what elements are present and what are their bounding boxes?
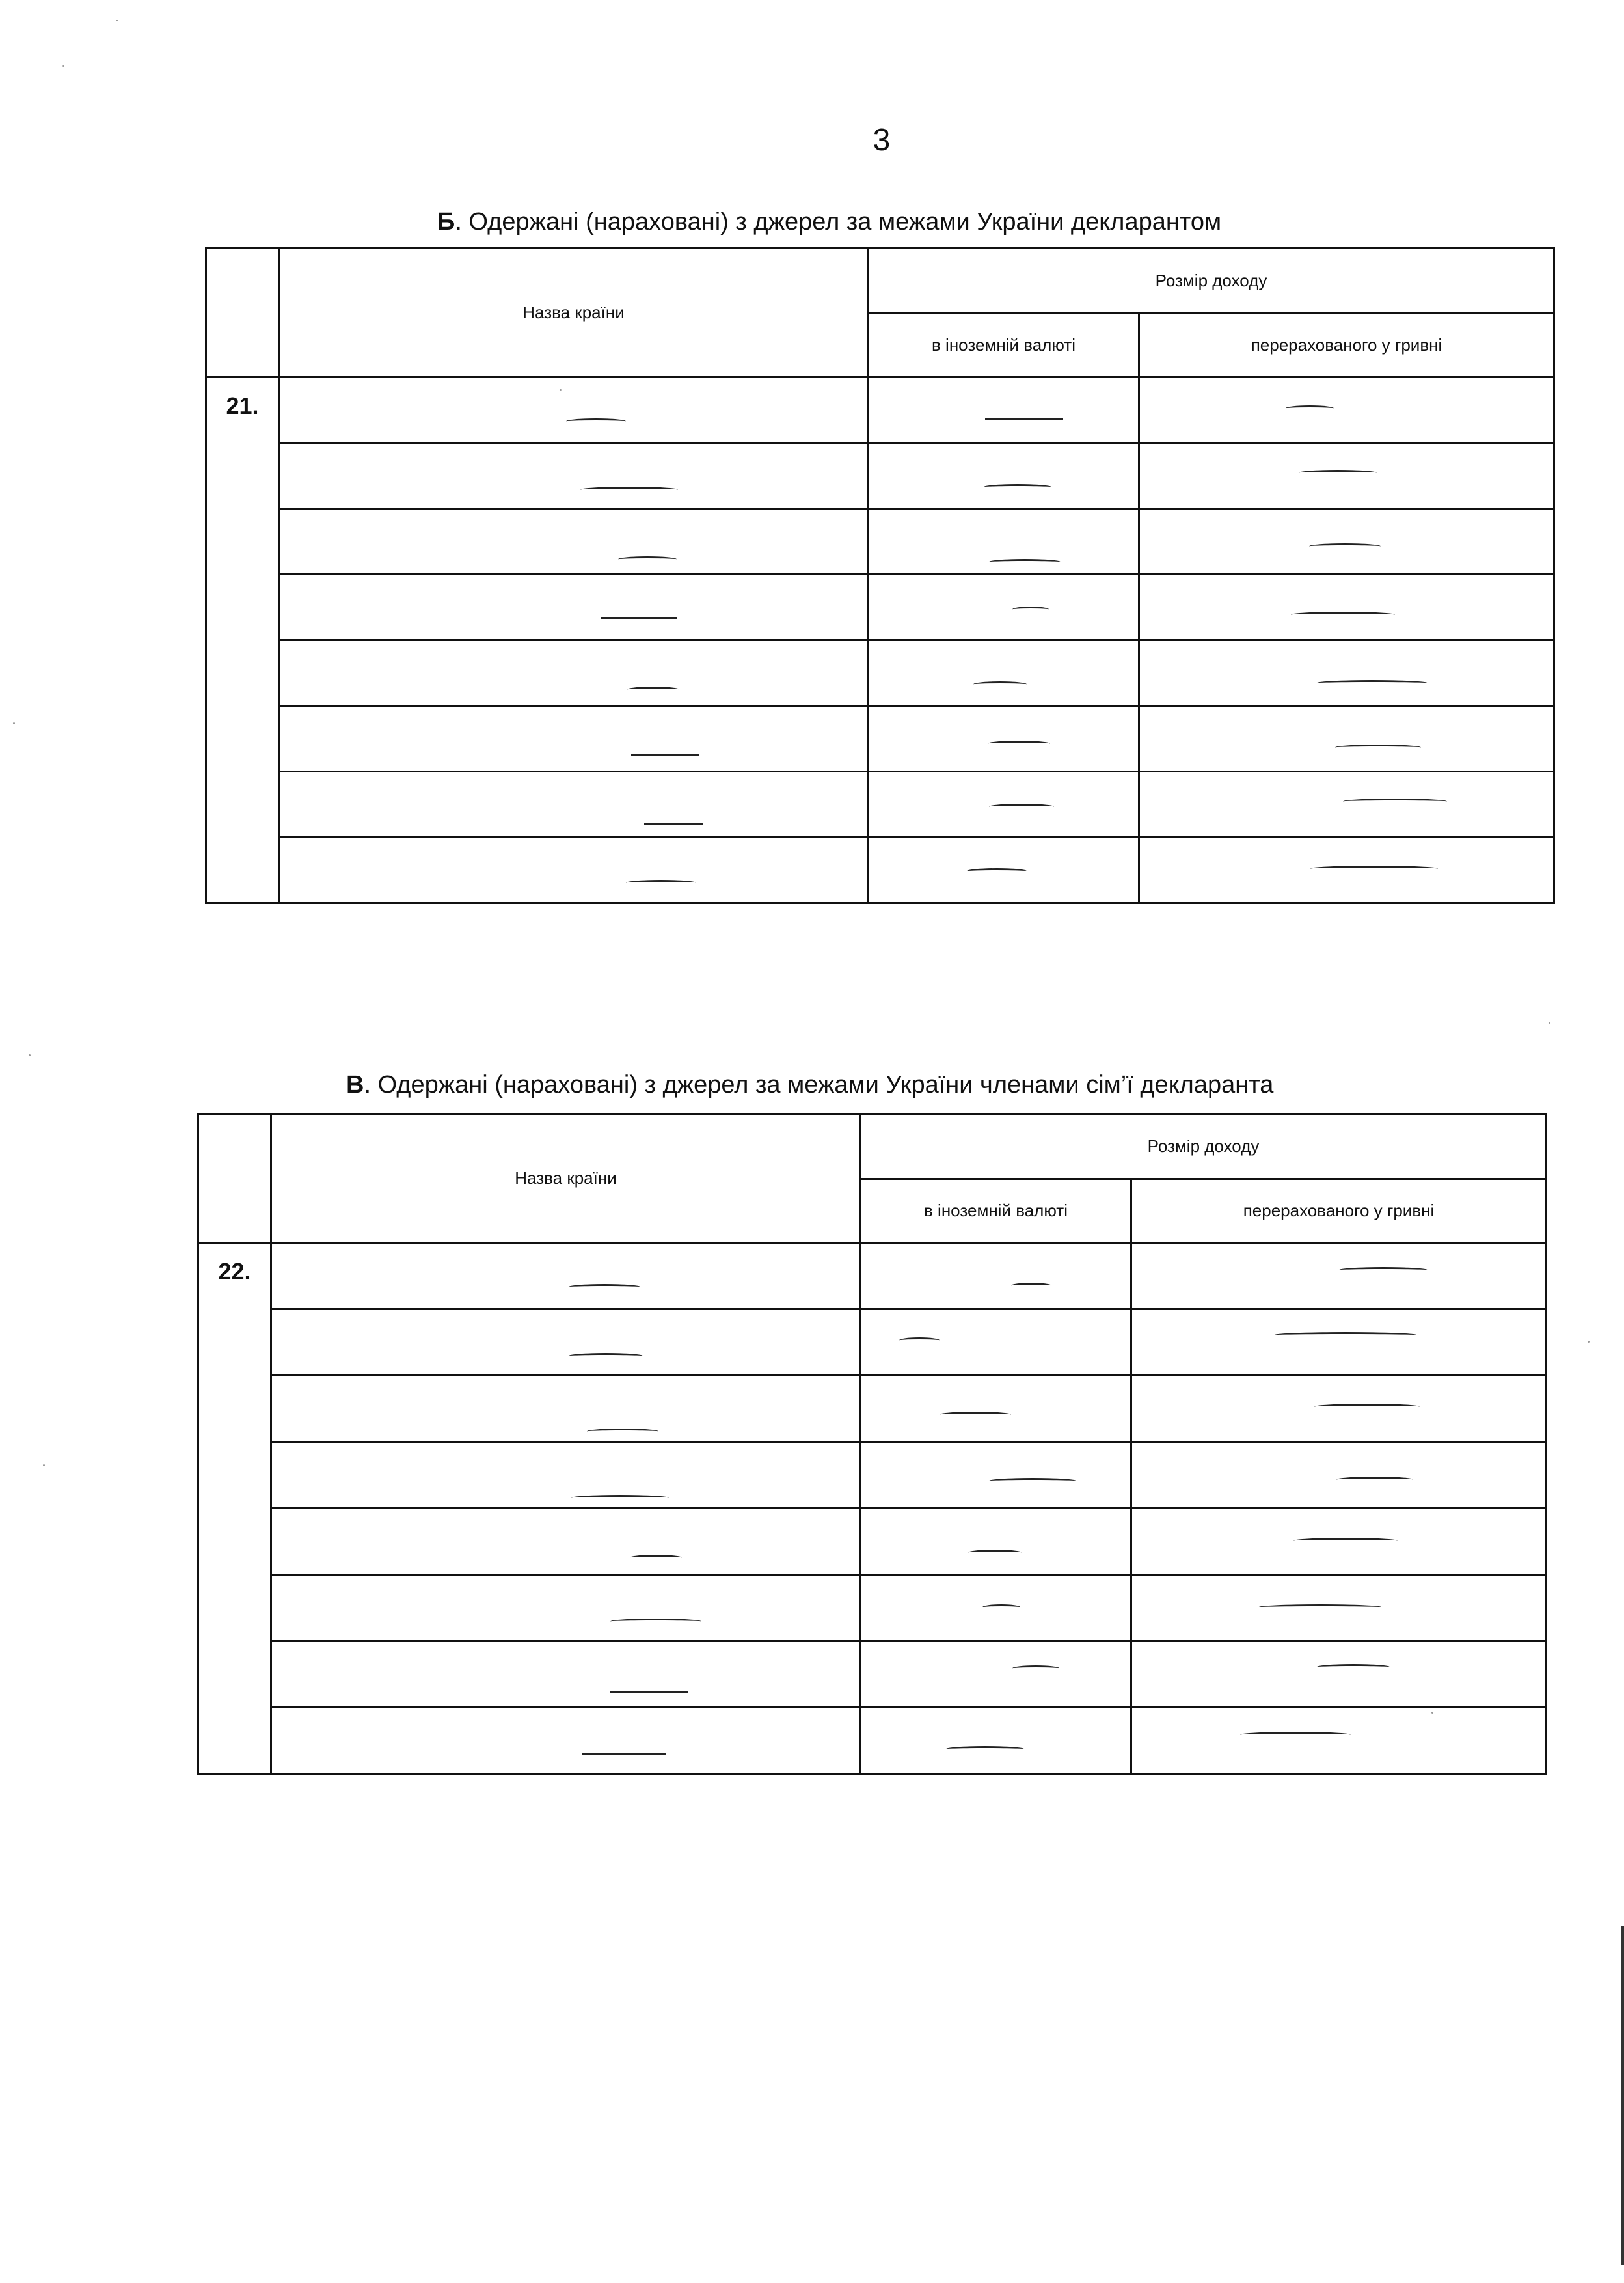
section-v-foreign-dash: [989, 1478, 1076, 1484]
section-v-uah-dash: [1314, 1404, 1420, 1410]
section-v-corner-cell: [198, 1114, 271, 1243]
section-b-country-dash: [601, 617, 677, 623]
scan-speck: [560, 389, 562, 391]
section-b-uah-cell: [1139, 575, 1554, 640]
section-v-country-dash: [582, 1753, 666, 1758]
section-v-country-cell: [271, 1641, 861, 1708]
section-b-foreign-dash: [989, 559, 1061, 565]
section-v-foreign-cell: [861, 1243, 1131, 1309]
section-b-foreign-dash: [988, 741, 1050, 746]
section-b-table: [205, 247, 1555, 904]
section-b-country-dash: [627, 687, 679, 692]
section-b-foreign-dash: [985, 418, 1063, 424]
section-v-foreign-cell: [861, 1641, 1131, 1708]
section-v-country-cell: [271, 1442, 861, 1509]
section-b-country-cell: [279, 443, 869, 509]
section-v-country-cell: [271, 1309, 861, 1376]
section-b-uah-cell: [1139, 443, 1554, 509]
section-v-uah-dash: [1336, 1477, 1413, 1483]
section-b-country-dash: [626, 880, 696, 886]
section-v-foreign-cell: [861, 1509, 1131, 1575]
section-b-title: [437, 210, 1221, 234]
section-v-country-cell: [271, 1376, 861, 1442]
section-v-uah-header: перерахованого у гривні: [1131, 1179, 1547, 1243]
scan-speck: [1549, 1022, 1550, 1024]
section-b-uah-header: перерахованого у гривні: [1139, 314, 1554, 377]
section-v-uah-dash: [1258, 1604, 1382, 1610]
scan-speck: [29, 1054, 31, 1056]
section-v-country-dash: [587, 1429, 658, 1434]
section-b-foreign-cell: [869, 575, 1139, 640]
section-b-foreign-cell: [869, 838, 1139, 903]
scan-speck: [1431, 1712, 1433, 1714]
section-b-uah-cell: [1139, 377, 1554, 443]
section-v-income-header: Розмір доходу: [861, 1114, 1547, 1179]
section-v-foreign-dash: [1011, 1283, 1051, 1289]
section-b-foreign-cell: [869, 443, 1139, 509]
section-b-uah-dash: [1291, 612, 1395, 618]
section-v-foreign-dash: [946, 1746, 1024, 1752]
section-b-country-dash: [580, 487, 678, 493]
section-b-country-dash: [631, 754, 699, 759]
section-b-foreign-dash: [984, 484, 1051, 490]
page-number: 3: [873, 123, 891, 157]
section-v-foreign-cell: [861, 1309, 1131, 1376]
section-v-foreign-dash: [1012, 1665, 1059, 1671]
section-v-table: [197, 1113, 1547, 1775]
section-v-foreign-dash: [940, 1412, 1011, 1417]
scan-speck: [13, 722, 15, 724]
section-v-uah-cell: [1131, 1442, 1547, 1509]
section-v-country-dash: [569, 1353, 643, 1359]
section-b-letter: Б: [437, 208, 455, 236]
section-v-uah-dash: [1293, 1538, 1398, 1544]
section-v-uah-cell: [1131, 1243, 1547, 1309]
section-v-country-cell: [271, 1575, 861, 1641]
section-b-foreign-cell: [869, 772, 1139, 838]
section-v-uah-cell: [1131, 1575, 1547, 1641]
section-b-uah-dash: [1299, 470, 1377, 476]
section-v-country-dash: [610, 1619, 701, 1624]
section-b-foreign-cell: [869, 706, 1139, 772]
section-v-country-cell: [271, 1509, 861, 1575]
section-b-title-text: . Одержані (нараховані) з джерел за межами України декларантом: [455, 208, 1222, 236]
section-v-foreign-dash: [899, 1337, 940, 1343]
section-v-foreign-currency-header: в іноземній валюті: [861, 1179, 1131, 1243]
section-v-country-dash: [571, 1495, 669, 1501]
section-v-row-number: 22.: [198, 1243, 271, 1774]
section-b-uah-dash: [1286, 405, 1334, 411]
section-b-country-dash: [566, 418, 626, 424]
section-b-uah-cell: [1139, 838, 1554, 903]
scan-edge-mark: [1621, 1926, 1624, 2265]
section-b-foreign-currency-header: в іноземній валюті: [869, 314, 1139, 377]
section-v-foreign-cell: [861, 1575, 1131, 1641]
section-b-foreign-cell: [869, 640, 1139, 706]
section-b-uah-dash: [1309, 543, 1381, 549]
section-b-uah-cell: [1139, 509, 1554, 575]
section-b-foreign-dash: [1012, 607, 1049, 612]
section-v-uah-cell: [1131, 1641, 1547, 1708]
section-b-uah-cell: [1139, 772, 1554, 838]
section-v-foreign-dash: [982, 1604, 1020, 1610]
section-b-foreign-dash: [967, 868, 1027, 874]
section-b-income-header: Розмір доходу: [869, 249, 1554, 314]
section-v-foreign-cell: [861, 1708, 1131, 1774]
section-b-foreign-cell: [869, 509, 1139, 575]
section-b-country-cell: [279, 377, 869, 443]
section-b-country-dash: [618, 556, 677, 562]
section-v-uah-cell: [1131, 1708, 1547, 1774]
section-v-uah-dash: [1240, 1732, 1351, 1738]
section-v-title: [346, 1073, 1273, 1097]
section-v-uah-dash: [1317, 1664, 1390, 1670]
section-v-country-cell: [271, 1243, 861, 1309]
section-b-country-cell: [279, 772, 869, 838]
section-v-uah-cell: [1131, 1509, 1547, 1575]
section-b-country-cell: [279, 509, 869, 575]
scan-speck: [43, 1464, 45, 1466]
section-b-country-cell: [279, 640, 869, 706]
section-v-uah-dash: [1339, 1267, 1428, 1273]
section-v-title-text: . Одержані (нараховані) з джерел за межами України членами сім’ї декларанта: [364, 1071, 1274, 1099]
section-b-uah-dash: [1343, 799, 1447, 804]
section-v-country-header: Назва країни: [271, 1114, 861, 1243]
section-b-uah-dash: [1335, 745, 1421, 750]
section-b-uah-dash: [1317, 680, 1428, 686]
section-b-foreign-dash: [973, 681, 1027, 687]
section-b-country-cell: [279, 706, 869, 772]
section-v-foreign-cell: [861, 1442, 1131, 1509]
section-v-foreign-dash: [968, 1550, 1022, 1555]
section-b-uah-dash: [1310, 866, 1438, 871]
section-v-uah-cell: [1131, 1376, 1547, 1442]
section-b-country-dash: [644, 823, 703, 829]
section-b-country-cell: [279, 838, 869, 903]
section-b-row-number: 21.: [206, 377, 279, 903]
section-v-uah-cell: [1131, 1309, 1547, 1376]
section-b-country-header: Назва країни: [279, 249, 869, 377]
section-b-uah-cell: [1139, 640, 1554, 706]
section-v-foreign-cell: [861, 1376, 1131, 1442]
scan-speck: [116, 20, 118, 21]
scan-speck: [1588, 1341, 1590, 1343]
section-v-uah-dash: [1274, 1332, 1417, 1338]
section-v-letter: В: [346, 1071, 364, 1099]
section-v-country-dash: [630, 1555, 682, 1561]
section-b-country-cell: [279, 575, 869, 640]
section-b-foreign-cell: [869, 377, 1139, 443]
scan-speck: [62, 65, 64, 67]
section-v-country-dash: [610, 1691, 688, 1697]
section-b-corner-cell: [206, 249, 279, 377]
section-b-foreign-dash: [989, 804, 1054, 810]
section-v-country-dash: [569, 1284, 640, 1290]
section-v-country-cell: [271, 1708, 861, 1774]
section-b-uah-cell: [1139, 706, 1554, 772]
